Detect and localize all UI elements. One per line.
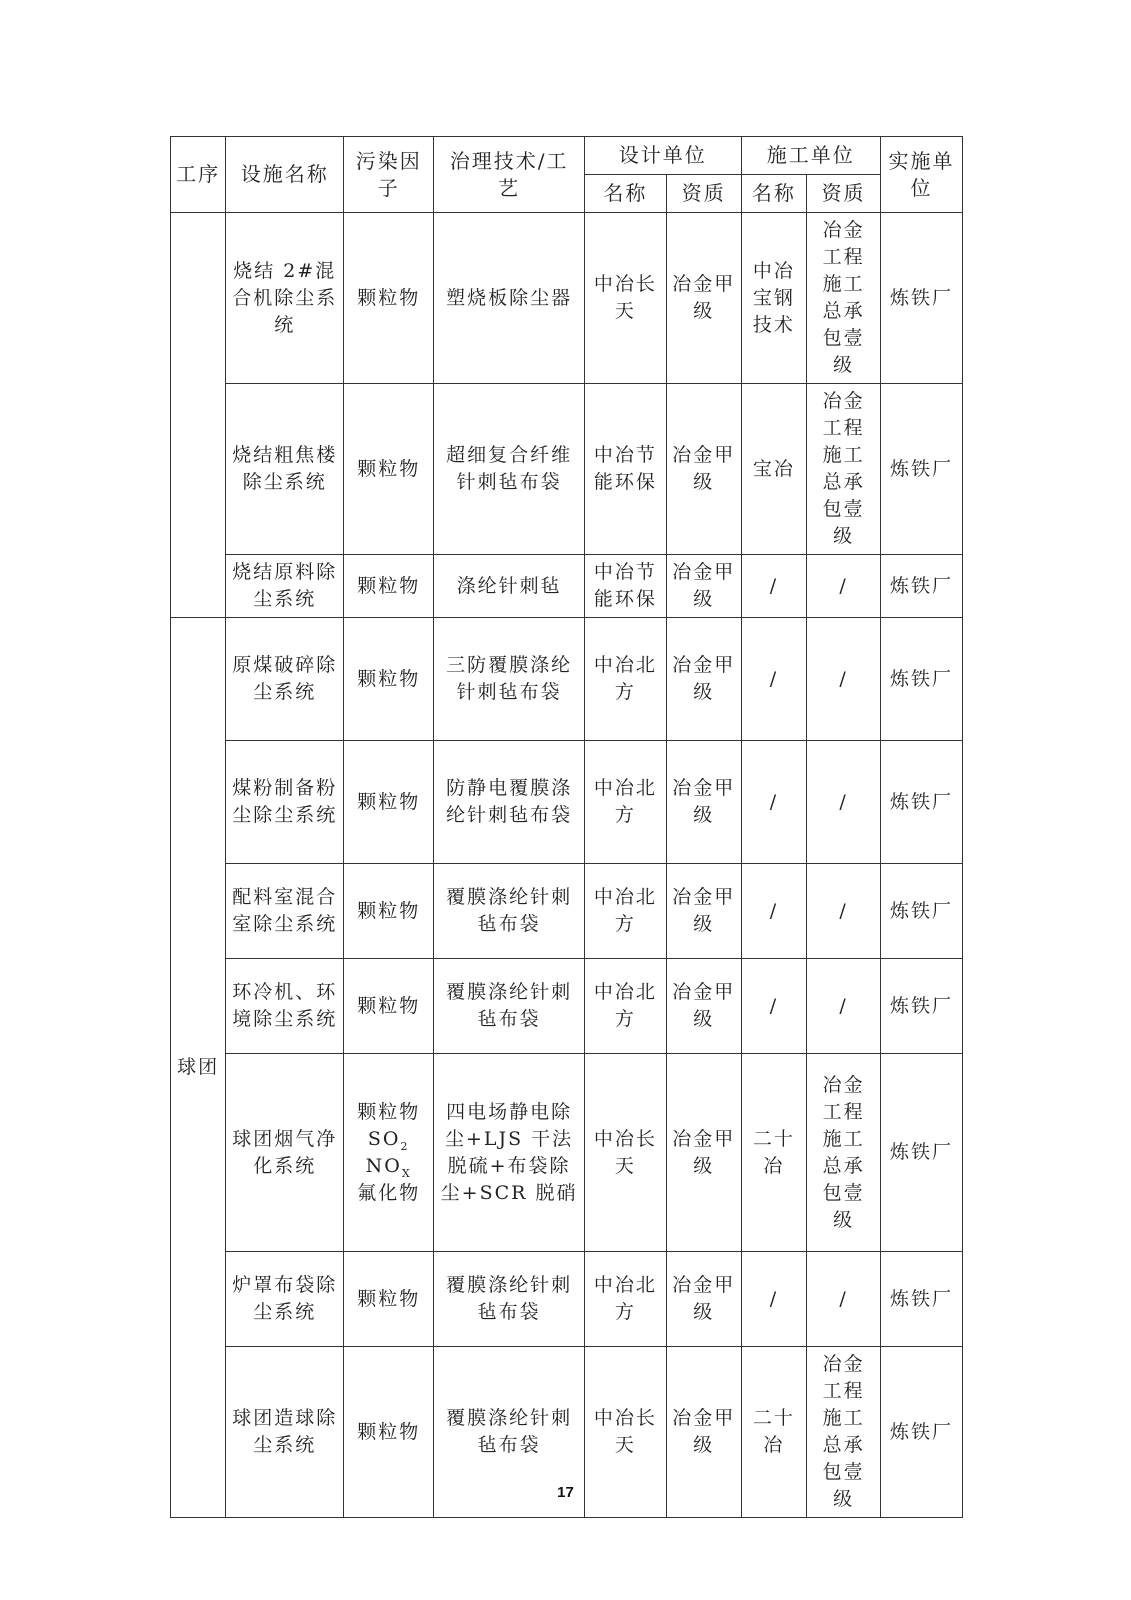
pollutant-cell: 颗粒物	[344, 213, 434, 384]
technology-cell: 覆膜涤纶针刺毡布袋	[434, 864, 585, 959]
header-implementer: 实施单位	[880, 137, 962, 213]
technology-cell: 覆膜涤纶针刺毡布袋	[434, 959, 585, 1054]
table-row	[171, 959, 963, 1054]
pollutant-cell: 颗粒物	[344, 864, 434, 959]
design-name-cell: 中冶节能环保	[584, 555, 666, 618]
construction-qualification-cell: /	[807, 1252, 881, 1347]
facility-cell: 环冷机、环境除尘系统	[226, 959, 344, 1054]
implementer-cell: 炼铁厂	[880, 864, 962, 959]
technology-cell: 四电场静电除尘+LJS 干法脱硫+布袋除尘+SCR 脱硝	[434, 1054, 585, 1252]
design-name-cell: 中冶节能环保	[584, 384, 666, 555]
technology-cell: 三防覆膜涤纶针刺毡布袋	[434, 618, 585, 741]
header-construction-name: 名称	[741, 175, 807, 213]
design-qualification-cell: 冶金甲级	[666, 555, 741, 618]
implementer-cell: 炼铁厂	[880, 1347, 962, 1518]
construction-name-cell: /	[741, 959, 807, 1054]
implementer-cell: 炼铁厂	[880, 1252, 962, 1347]
header-design-unit: 设计单位	[584, 137, 741, 175]
implementer-cell: 炼铁厂	[880, 618, 962, 741]
pollutant-cell: 颗粒物	[344, 741, 434, 864]
process-cell: 球团	[171, 618, 226, 1518]
facility-cell: 球团烟气净化系统	[226, 1054, 344, 1252]
design-name-cell: 中冶北方	[584, 1252, 666, 1347]
pollutant-cell: 颗粒物	[344, 1252, 434, 1347]
design-name-cell: 中冶北方	[584, 864, 666, 959]
construction-name-cell: 二十冶	[741, 1347, 807, 1518]
implementer-cell: 炼铁厂	[880, 1054, 962, 1252]
implementer-cell: 炼铁厂	[880, 741, 962, 864]
technology-cell: 涤纶针刺毡	[434, 555, 585, 618]
table-row	[171, 741, 963, 864]
construction-name-cell: /	[741, 864, 807, 959]
facility-cell: 烧结 2#混合机除尘系统	[226, 213, 344, 384]
construction-name-cell: 二十冶	[741, 1054, 807, 1252]
design-name-cell: 中冶长天	[584, 1347, 666, 1518]
implementer-cell: 炼铁厂	[880, 213, 962, 384]
header-pollutant: 污染因子	[344, 137, 434, 213]
pollutant-line: $NO_X$	[365, 1154, 412, 1180]
design-qualification-cell: 冶金甲级	[666, 1252, 741, 1347]
facility-cell: 原煤破碎除尘系统	[226, 618, 344, 741]
header-process: 工序	[171, 137, 226, 213]
design-name-cell: 中冶长天	[584, 1054, 666, 1252]
construction-name-cell: /	[741, 741, 807, 864]
construction-name-cell: /	[741, 555, 807, 618]
design-qualification-cell: 冶金甲级	[666, 959, 741, 1054]
pollutant-cell: 颗粒物	[344, 618, 434, 741]
construction-name-cell: /	[741, 1252, 807, 1347]
design-qualification-cell: 冶金甲级	[666, 741, 741, 864]
technology-cell: 塑烧板除尘器	[434, 213, 585, 384]
process-cell	[171, 213, 226, 618]
pollutant-cell	[344, 1054, 434, 1252]
construction-qualification-cell: /	[807, 555, 881, 618]
pollutant-line: $SO_2$	[367, 1127, 410, 1153]
facility-cell: 烧结粗焦楼除尘系统	[226, 384, 344, 555]
construction-qualification-cell: 冶金工程施工总承包壹级	[807, 1054, 881, 1252]
header-design-qualification: 资质	[666, 175, 741, 213]
implementer-cell: 炼铁厂	[880, 384, 962, 555]
construction-name-cell: 宝冶	[741, 384, 807, 555]
construction-qualification-cell: /	[807, 618, 881, 741]
table-row	[171, 1252, 963, 1347]
facility-cell: 球团造球除尘系统	[226, 1347, 344, 1518]
implementer-cell: 炼铁厂	[880, 555, 962, 618]
table-row	[171, 864, 963, 959]
facility-cell: 煤粉制备粉尘除尘系统	[226, 741, 344, 864]
pollutant-cell: 颗粒物	[344, 384, 434, 555]
pollutant-cell: 颗粒物	[344, 555, 434, 618]
header-design-name: 名称	[584, 175, 666, 213]
page-number: 17	[557, 1484, 574, 1501]
pollutant-line: 氟化物	[357, 1181, 421, 1204]
facility-cell: 烧结原料除尘系统	[226, 555, 344, 618]
header-construction-qualification: 资质	[807, 175, 881, 213]
header-construction-unit: 施工单位	[741, 137, 880, 175]
technology-cell: 覆膜涤纶针刺毡布袋	[434, 1347, 585, 1518]
design-name-cell: 中冶北方	[584, 618, 666, 741]
pollutant-line: 颗粒物	[357, 1100, 421, 1123]
technology-cell: 防静电覆膜涤纶针刺毡布袋	[434, 741, 585, 864]
design-name-cell: 中冶北方	[584, 741, 666, 864]
table-row	[171, 213, 963, 384]
design-qualification-cell: 冶金甲级	[666, 618, 741, 741]
construction-qualification-cell: 冶金工程施工总承包壹级	[807, 213, 881, 384]
construction-qualification-cell: 冶金工程施工总承包壹级	[807, 384, 881, 555]
technology-cell: 覆膜涤纶针刺毡布袋	[434, 1252, 585, 1347]
table-row	[171, 384, 963, 555]
table-row	[171, 1054, 963, 1252]
construction-qualification-cell: 冶金工程施工总承包壹级	[807, 1347, 881, 1518]
facility-cell: 配料室混合室除尘系统	[226, 864, 344, 959]
table-row	[171, 618, 963, 741]
pollutant-cell: 颗粒物	[344, 959, 434, 1054]
header-technology: 治理技术/工艺	[434, 137, 585, 213]
construction-qualification-cell: /	[807, 741, 881, 864]
design-name-cell: 中冶长天	[584, 213, 666, 384]
design-qualification-cell: 冶金甲级	[666, 864, 741, 959]
implementer-cell: 炼铁厂	[880, 959, 962, 1054]
technology-cell: 超细复合纤维针刺毡布袋	[434, 384, 585, 555]
construction-qualification-cell: /	[807, 959, 881, 1054]
construction-name-cell: /	[741, 618, 807, 741]
design-name-cell: 中冶北方	[584, 959, 666, 1054]
design-qualification-cell: 冶金甲级	[666, 1347, 741, 1518]
design-qualification-cell: 冶金甲级	[666, 213, 741, 384]
header-facility: 设施名称	[226, 137, 344, 213]
design-qualification-cell: 冶金甲级	[666, 384, 741, 555]
facilities-table	[170, 136, 963, 1518]
pollutant-cell: 颗粒物	[344, 1347, 434, 1518]
facility-cell: 炉罩布袋除尘系统	[226, 1252, 344, 1347]
table-row	[171, 555, 963, 618]
construction-qualification-cell: /	[807, 864, 881, 959]
construction-name-cell: 中冶宝钢技术	[741, 213, 807, 384]
design-qualification-cell: 冶金甲级	[666, 1054, 741, 1252]
